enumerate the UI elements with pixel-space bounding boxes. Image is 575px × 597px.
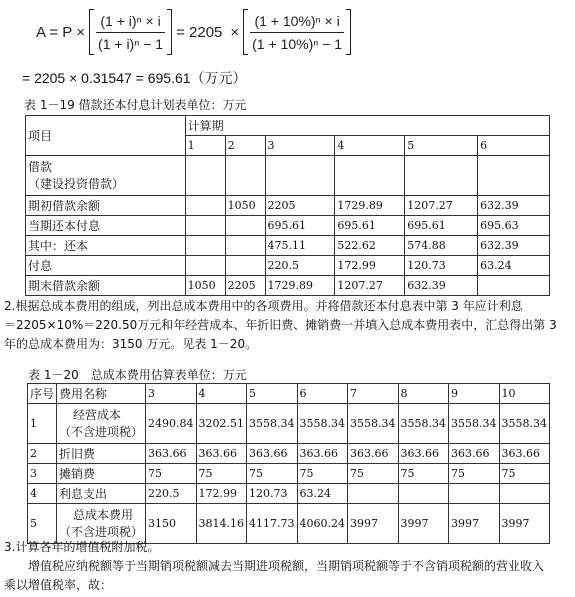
t1-cell bbox=[185, 196, 225, 216]
formula-times-2: × bbox=[230, 23, 240, 41]
formula-bracket-1 bbox=[89, 9, 172, 55]
t1-cell: 695.61 bbox=[405, 216, 478, 236]
t1-row-label: 其中：还本 bbox=[26, 236, 186, 256]
t1-header-period: 计算期 bbox=[185, 116, 549, 136]
t1-cell: 695.63 bbox=[478, 216, 550, 236]
t2-cell: 4117.73 bbox=[247, 504, 298, 544]
t2-cell: 3558.34 bbox=[449, 404, 500, 444]
t2-no: 5 bbox=[28, 504, 57, 544]
t2-cell: 3202.51 bbox=[196, 404, 247, 444]
t2-cell: 75 bbox=[499, 464, 550, 484]
t2-cell: 3997 bbox=[348, 504, 399, 544]
t2-no: 4 bbox=[28, 484, 57, 504]
t2-no: 3 bbox=[28, 464, 57, 484]
t1-cell: 1050 bbox=[185, 276, 225, 296]
t1-row-label: 期初借款余额 bbox=[26, 196, 186, 216]
t2-cell: 3558.34 bbox=[247, 404, 298, 444]
t2-name: 利息支出 bbox=[57, 484, 146, 504]
t1-cell bbox=[225, 256, 265, 276]
t2-cell: 75 bbox=[398, 464, 449, 484]
t1-cell bbox=[225, 216, 265, 236]
t2-name-cell bbox=[57, 404, 146, 444]
paragraph-2-line: 年的总成本费用为：3150 万元。见表 1－20。 bbox=[4, 337, 258, 351]
table2-caption: 表 1－20 总成本费用估算表单位：万元 bbox=[28, 368, 247, 382]
t1-period: 4 bbox=[335, 136, 405, 156]
t2-cell: 363.66 bbox=[297, 444, 348, 464]
t2-cell: 363.66 bbox=[348, 444, 399, 464]
t2-period: 6 bbox=[297, 384, 348, 404]
t2-cell: 3997 bbox=[398, 504, 449, 544]
t1-cell: 1207.27 bbox=[335, 276, 405, 296]
t2-cell: 3558.34 bbox=[348, 404, 399, 444]
t1-cell: 632.39 bbox=[405, 276, 478, 296]
total-cost-table bbox=[27, 383, 550, 544]
paragraph-3-line: 乘以增值税率，故： bbox=[4, 578, 113, 592]
t2-cell: 75 bbox=[146, 464, 197, 484]
t1-cell: 475.11 bbox=[265, 236, 335, 256]
t2-cell: 220.5 bbox=[146, 484, 197, 504]
t2-cell bbox=[348, 484, 399, 504]
formula-numerator-2: (1 + 10%)ⁿ × i bbox=[250, 13, 343, 33]
t1-cell: 220.5 bbox=[265, 256, 335, 276]
t2-cell: 3814.16 bbox=[196, 504, 247, 544]
t2-cell: 363.66 bbox=[196, 444, 247, 464]
loan-repayment-table bbox=[25, 115, 550, 296]
t2-cell: 172.99 bbox=[196, 484, 247, 504]
paragraph-2 bbox=[4, 297, 557, 354]
formula-numerator: (1 + i)ⁿ × i bbox=[96, 13, 164, 33]
t2-cell: 4060.24 bbox=[297, 504, 348, 544]
t1-cell: 63.24 bbox=[478, 256, 550, 276]
table1-caption: 表 1－19 借款还本付息计划表单位：万元 bbox=[24, 98, 247, 112]
paragraph-3-line: 3.计算各年的增值税附加税。 bbox=[4, 540, 160, 554]
t1-row-label: 付息 bbox=[26, 256, 186, 276]
t2-cell: 3997 bbox=[499, 504, 550, 544]
t1-cell: 2205 bbox=[265, 196, 335, 216]
t1-cell: 695.61 bbox=[335, 216, 405, 236]
formula-times: × bbox=[76, 23, 86, 41]
t1-period: 2 bbox=[225, 136, 265, 156]
t2-period: 5 bbox=[247, 384, 298, 404]
t2-cell: 3997 bbox=[449, 504, 500, 544]
t2-cell: 75 bbox=[449, 464, 500, 484]
t2-cell: 120.73 bbox=[247, 484, 298, 504]
t1-cell: 1207.27 bbox=[405, 196, 478, 216]
t2-cell: 363.66 bbox=[247, 444, 298, 464]
t1-cell: 1050 bbox=[225, 196, 265, 216]
t2-cell: 75 bbox=[348, 464, 399, 484]
t2-cell: 3150 bbox=[146, 504, 197, 544]
t2-name-sub: （不含进项税） bbox=[59, 524, 144, 539]
t2-cell: 363.66 bbox=[146, 444, 197, 464]
t2-cell: 63.24 bbox=[297, 484, 348, 504]
t1-period: 3 bbox=[265, 136, 335, 156]
t1-loan-sub: （建设投资借款） bbox=[28, 176, 125, 191]
t2-period: 10 bbox=[499, 384, 550, 404]
t1-cell bbox=[185, 236, 225, 256]
paragraph-3-line: 增值税应纳税额等于当期销项税额减去当期进项税额，当期销项税额等于不含销项税额的营业收入 bbox=[4, 559, 545, 573]
t2-name: 总成本费用 bbox=[73, 507, 134, 522]
t2-cell: 3558.34 bbox=[297, 404, 348, 444]
t1-cell: 632.39 bbox=[478, 196, 550, 216]
formula-eq: = 2205 bbox=[176, 23, 223, 41]
paragraph-2-line: 2.根据总成本费用的组成，列出总成本费用中的各项费用。并将借款还本付息表中第 3 年应计利息 bbox=[4, 299, 523, 313]
t1-cell bbox=[185, 216, 225, 236]
paragraph-3 bbox=[4, 538, 544, 595]
t2-name-sub: （不含进项税） bbox=[59, 424, 144, 439]
t2-cell: 363.66 bbox=[449, 444, 500, 464]
t2-cell: 3558.34 bbox=[398, 404, 449, 444]
t1-period: 6 bbox=[478, 136, 550, 156]
t1-cell bbox=[225, 236, 265, 256]
t2-cell bbox=[499, 484, 550, 504]
formula-result: = 2205 × 0.31547 = 695.61（万元） bbox=[22, 70, 247, 86]
t2-cell: 3558.34 bbox=[499, 404, 550, 444]
t1-cell bbox=[185, 256, 225, 276]
annuity-formula bbox=[36, 4, 351, 60]
t2-cell: 75 bbox=[297, 464, 348, 484]
paragraph-2-line: ＝2205×10%＝220.50万元和年经营成本、年折旧费、摊销费一并填入总成本费用表中，汇总得出第 3 bbox=[4, 318, 557, 332]
t2-period: 4 bbox=[196, 384, 247, 404]
t1-cell: 574.88 bbox=[405, 236, 478, 256]
t2-cell: 75 bbox=[247, 464, 298, 484]
t1-cell: 522.62 bbox=[335, 236, 405, 256]
formula-denominator: (1 + i)ⁿ − 1 bbox=[98, 35, 164, 52]
t1-cell: 2205 bbox=[225, 276, 265, 296]
t2-cell: 75 bbox=[196, 464, 247, 484]
t2-period: 9 bbox=[449, 384, 500, 404]
formula-bracket-2 bbox=[243, 9, 351, 55]
t1-cell bbox=[478, 276, 550, 296]
t2-period: 3 bbox=[146, 384, 197, 404]
t1-cell: 695.61 bbox=[265, 216, 335, 236]
t2-name: 折旧费 bbox=[57, 444, 146, 464]
t2-cell: 363.66 bbox=[398, 444, 449, 464]
t2-cell: 2490.84 bbox=[146, 404, 197, 444]
t2-header-no: 序号 bbox=[28, 384, 57, 404]
t2-cell: 363.66 bbox=[499, 444, 550, 464]
formula-lhs: A = P bbox=[36, 23, 73, 41]
t2-no: 2 bbox=[28, 444, 57, 464]
t1-loan-label: 借款 bbox=[28, 159, 53, 174]
t2-period: 7 bbox=[348, 384, 399, 404]
t1-loan-label-cell bbox=[26, 156, 186, 196]
t2-cell bbox=[449, 484, 500, 504]
t2-period: 8 bbox=[398, 384, 449, 404]
t2-header-name: 费用名称 bbox=[57, 384, 146, 404]
t2-name: 经营成本 bbox=[73, 407, 122, 422]
t1-cell: 1729.89 bbox=[335, 196, 405, 216]
t1-cell: 172.99 bbox=[335, 256, 405, 276]
t1-period: 1 bbox=[185, 136, 225, 156]
t1-cell: 120.73 bbox=[405, 256, 478, 276]
t2-no: 1 bbox=[28, 404, 57, 444]
t1-header-item: 项目 bbox=[26, 116, 186, 156]
t2-cell bbox=[398, 484, 449, 504]
t1-row-label: 当期还本付息 bbox=[26, 216, 186, 236]
t1-period: 5 bbox=[405, 136, 478, 156]
t2-name: 摊销费 bbox=[57, 464, 146, 484]
formula-denominator-2: (1 + 10%)ⁿ − 1 bbox=[252, 35, 343, 52]
t1-cell: 1729.89 bbox=[265, 276, 335, 296]
t1-cell: 632.39 bbox=[478, 236, 550, 256]
t1-row-label: 期末借款余额 bbox=[26, 276, 186, 296]
